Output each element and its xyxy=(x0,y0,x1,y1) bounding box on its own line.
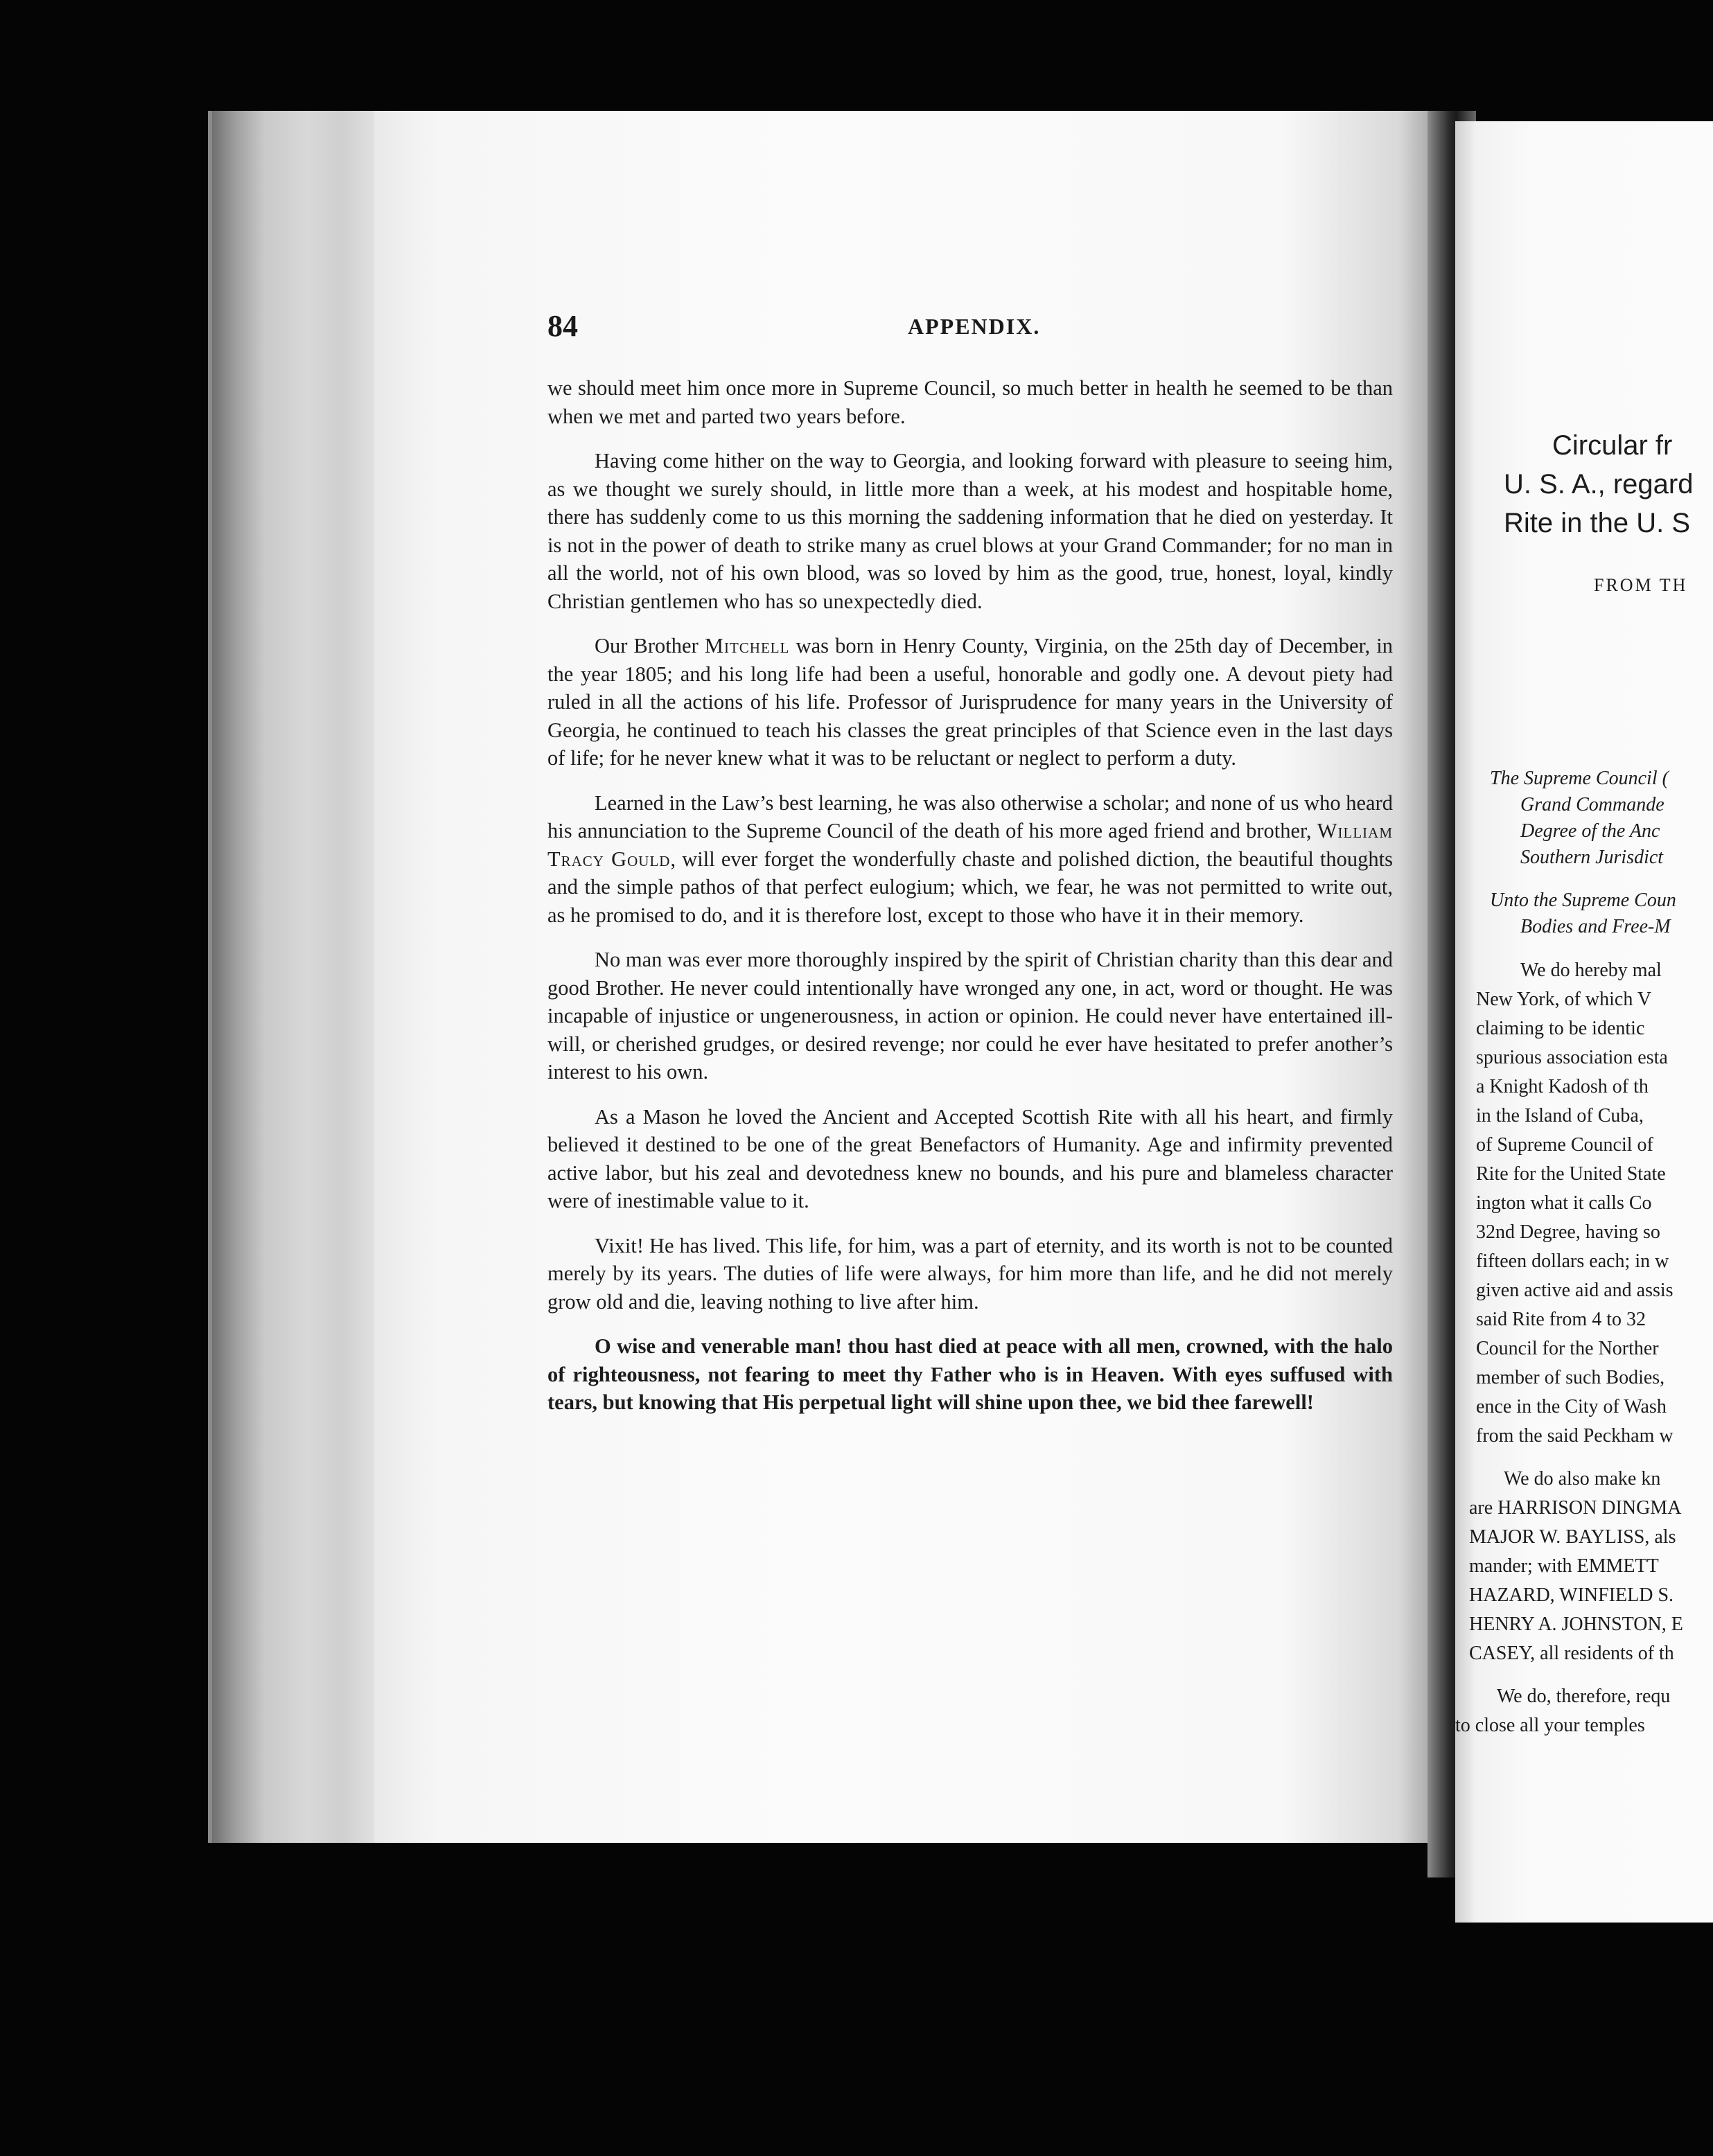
running-head xyxy=(547,308,1400,350)
body-line: mander; with EMMETT xyxy=(1469,1555,1659,1577)
body-line: in the Island of Cuba, xyxy=(1476,1105,1644,1126)
body-line: We do also make kn xyxy=(1504,1468,1661,1490)
italic-line: Bodies and Free-M xyxy=(1520,916,1671,937)
italic-line: Southern Jurisdict xyxy=(1520,847,1664,868)
body-line: We do hereby mal xyxy=(1520,960,1662,981)
paragraph-text: No man was ever more thoroughly inspired by the spirit of Christian charity than this dear and good Brother. He never could intentionally have wronged any one, in act, word or thought. He was incapable of injustice or ungenerousness, in action or opinion. He could never have entertained ill-will, or cherished grudges, or desired revenge; nor could he ever have hesitated to prefer another’s interest to his own. xyxy=(547,948,1393,1084)
italic-line: Unto the Supreme Coun xyxy=(1490,890,1676,911)
circular-title-line: Circular fr xyxy=(1552,430,1673,461)
paragraph xyxy=(547,447,1393,615)
body-line: a Knight Kadosh of th xyxy=(1476,1076,1649,1097)
body-line: of Supreme Council of xyxy=(1476,1134,1653,1156)
paragraph-text: Learned in the Law’s best learning, he was also otherwise a scholar; and none of us who heard his annunciation to the Supreme Council of the death of his more aged friend and brother, xyxy=(547,790,1393,842)
body-line: claiming to be identic xyxy=(1476,1018,1645,1039)
person-name: William Tracy Gould xyxy=(547,819,1393,871)
paragraph-text: Vixit! He has lived. This life, for him, was a part of eternity, and its worth is not to be counted merely by its years. The duties of life were always, for him more than life, and he did not merely grow old and die, leaving nothing to live after him. xyxy=(547,1233,1393,1314)
body-line: MAJOR W. BAYLISS, als xyxy=(1469,1526,1676,1548)
body-line: HAZARD, WINFIELD S. xyxy=(1469,1584,1674,1606)
body-line: ence in the City of Wash xyxy=(1476,1396,1667,1417)
body-text xyxy=(547,374,1393,1433)
circular-title-line: Rite in the U. S xyxy=(1504,508,1691,538)
circular-title-line: U. S. A., regard xyxy=(1504,469,1694,500)
body-line: from the said Peckham w xyxy=(1476,1425,1674,1447)
body-line: New York, of which V xyxy=(1476,989,1652,1010)
from-line: FROM TH xyxy=(1594,575,1688,595)
body-line: HENRY A. JOHNSTON, E xyxy=(1469,1614,1683,1635)
body-line: spurious association esta xyxy=(1476,1047,1668,1068)
body-line: member of such Bodies, xyxy=(1476,1367,1665,1388)
person-name: Mitchell xyxy=(704,634,790,657)
body-line: We do, therefore, requ xyxy=(1497,1686,1671,1707)
paragraph xyxy=(547,789,1393,930)
body-line: said Rite from 4 to 32 xyxy=(1476,1309,1646,1330)
paragraph xyxy=(547,946,1393,1086)
italic-line: Degree of the Anc xyxy=(1520,820,1660,842)
paragraph-text: was born in Henry County, Virginia, on the 25th day of December, in the year 1805; and his long life had been a useful, honorable and godly one. A devout piety had ruled in all the actions of his life. Professor of Jurisprudence for many years in the University of Georgia, he continued to teach his classes the great principles of that Science even in the last days of life; for he never knew what it was to be reluctant or neglect to perform a duty. xyxy=(547,634,1393,770)
paragraph-text: Having come hither on the way to Georgia, and looking forward with pleasure to seeing him, as we thought we surely should, in little more than a week, at his modest and hospitable home, there has suddenly come to us this morning the saddening information that he died on yesterday. It is not in the power of death to strike many as cruel blows at your Grand Commander; for no man in all the world, not of his own blood, was so loved by him as the good, true, honest, loyal, kindly Christian gentlemen who has so unexpectedly died. xyxy=(547,449,1393,613)
paragraph xyxy=(547,1232,1393,1316)
italic-line: The Supreme Council ( xyxy=(1490,768,1669,789)
body-line: 32nd Degree, having so xyxy=(1476,1221,1660,1243)
page-number: 84 xyxy=(547,309,578,343)
right-page xyxy=(1455,121,1713,1923)
paragraph xyxy=(547,374,1393,430)
body-line: are HARRISON DINGMA xyxy=(1469,1497,1682,1519)
body-line: Council for the Norther xyxy=(1476,1338,1659,1359)
body-line: given active aid and assis xyxy=(1476,1280,1674,1301)
paragraph xyxy=(547,1103,1393,1215)
italic-line: Grand Commande xyxy=(1520,794,1664,815)
paragraph xyxy=(547,1332,1393,1417)
paragraph-text: , will ever forget the wonderfully chaste and polished diction, the beautiful thoughts and the simple pathos of that perfect eulogium; which, we fear, he was not permitted to write out, as he promised to do, and it is therefore lost, except to those who have it in their memory. xyxy=(547,847,1393,927)
paragraph-text: we should meet him once more in Supreme Council, so much better in health he seemed to be than when we met and parted two years before. xyxy=(547,376,1393,428)
body-line: to close all your temples xyxy=(1455,1715,1645,1736)
body-line: Rite for the United State xyxy=(1476,1163,1666,1185)
body-line: fifteen dollars each; in w xyxy=(1476,1251,1669,1272)
body-line: ington what it calls Co xyxy=(1476,1192,1652,1214)
running-title: APPENDIX. xyxy=(908,314,1041,339)
paragraph xyxy=(547,632,1393,772)
paragraph-text: As a Mason he loved the Ancient and Accepted Scottish Rite with all his heart, and firmly believed it destined to be one of the great Benefactors of Humanity. Age and infirmity prevented active labor, but his zeal and devotedness knew no bounds, and his pure and blameless character were of inestimable value to it. xyxy=(547,1104,1393,1212)
page-stack-edge xyxy=(208,111,385,1843)
paragraph-text: O wise and venerable man! thou hast died at peace with all men, crowned, with the halo of righteousness, not fearing to meet thy Father who is in Heaven. With eyes suffused with tears, but knowing that His perpetual light will shine upon thee, we bid thee farewell! xyxy=(547,1334,1393,1414)
paragraph-text: Our Brother xyxy=(595,634,705,657)
body-line: CASEY, all residents of th xyxy=(1469,1643,1674,1664)
